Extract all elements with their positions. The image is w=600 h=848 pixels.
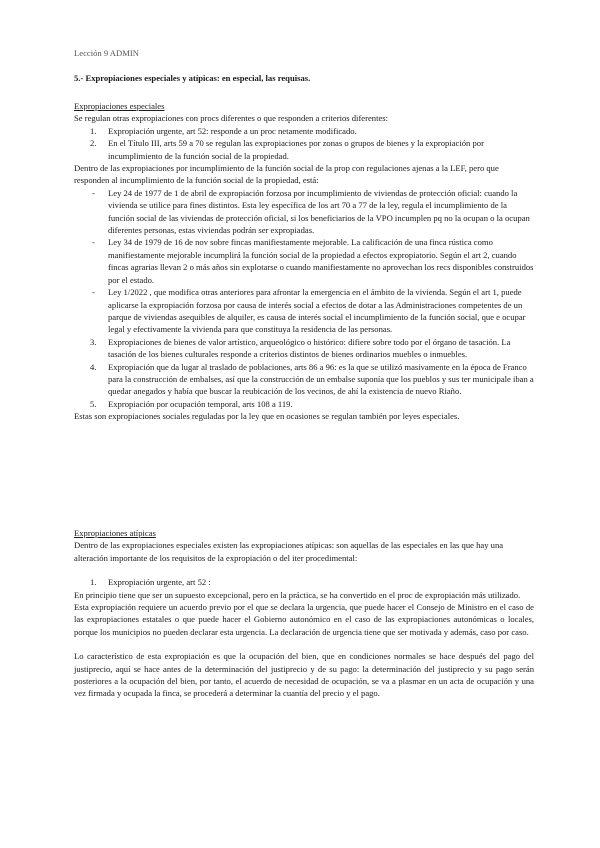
- section-atipicas: [74, 527, 534, 700]
- list-item: 2. En el Título III, arts 59 a 70 se regulan las expropiaciones por zonas o grupos de bienes y la expropiación por incumplimiento de la función social de la propiedad.: [90, 138, 484, 161]
- paragraph: Esta expropiación requiere un acuerdo previo por el que se declara la urgencia, que puede hacer el Consejo de Ministro en el caso de las expropiaciones estatales o que puede hacer el Gobierno autonómico en el caso de las expropiaciones autonómicas o locales, porque los municipios no pueden declarar esta urgencia. La declaración de urgencia tiene que ser motivada y además, caso por caso.: [74, 602, 534, 637]
- paragraph: Lo característico de esta expropiación es que la ocupación del bien, que en condiciones normales se hace después del pago del justiprecio, aquí se hace antes de la determinación del justiprecio y de su pago: la determinación del justiprecio y su pago serán posteriores a la ocupación del bien, por tanto, el acuerdo de necesidad de ocupación, se va a plasmar en un acta de ocupación y una vez firmada y ocupada la finca, se procederá a determinar la cuantía del precio y el pago.: [74, 651, 534, 699]
- section-intro: Dentro de las expropiaciones especiales existen las expropiaciones atípicas: son aquellas de las especiales en las que hay una alteración importante de los requisitos de la expropiación o del iter procedimental:: [74, 540, 504, 563]
- section-intro: Se regulan otras expropiaciones con procs diferentes o que responden a criterios diferentes:: [74, 113, 389, 124]
- list-item: 1. Expropiación urgente, art 52 :: [90, 577, 211, 588]
- numbered-list: [74, 336, 534, 410]
- list-item: - Ley 34 de 1979 de 16 de nov sobre fincas manifiestamente mejorable. La calificación de una finca rústica como manifiestamente mejorable incumplirá la función social de la propiedad a efectos expropiatorio. Según el art 2, cuando fincas agrarias llevan 2 o más años sin explotarse o cuando manifiestamente no aprovechan los recs disponibles construidos por el estado.: [92, 237, 534, 285]
- list-item: 1. Expropiación urgente, art 52: responde a un proc netamente modificado.: [90, 125, 357, 136]
- dash-list: [74, 187, 534, 336]
- list-item: 4. Expropiación que da lugar al traslado de poblaciones, arts 86 a 96: es la que se utilizó masivamente en la época de Franco para la construcción de embalses, así que la construcción de un embalse suponía que los pueblos y sus ter municipale iban a quedar anegados y había que buscar la reubicación de los vecinos, de ahí la existencia de nuevo Riaño.: [90, 361, 534, 397]
- section-title: 5.- Expropiaciones especiales y atípicas: en especial, las requisas.: [74, 73, 311, 83]
- list-item: - Ley 1/2022 , que modifica otras anteriores para afrontar la emergencia en el ámbito de la vivienda. Según el art 1, puede aplicarse la expropiación forzosa por causa de interés social a efectos de dotar a las Administraciones competentes de un parque de viviendas asequibles de alquiler, es causa de interés social el incumplimiento de la función social, que e ocupar legal y efectivamente la vivienda para que constituya la residencia de las personas.: [92, 287, 526, 335]
- list-item: 3. Expropiaciones de bienes de valor artístico, arqueológico o histórico: difiere sobre todo por el órgano de tasación. La tasación de los bienes culturales responde a criterios distintos de bienes ordinarios muebles o inmuebles.: [90, 336, 511, 360]
- paragraph: Dentro de las expropiaciones por incumplimiento de la función social de la prop con regulaciones ajenas a la LEF, pero que responden al incumplimiento de la función social de la propiedad, está:: [74, 163, 499, 186]
- numbered-list: [74, 576, 534, 588]
- document-header: Lección 9 ADMIN: [74, 48, 139, 58]
- list-item: - Ley 24 de 1977 de 1 de abril de expropiación forzosa por incumplimiento de viviendas de protección oficial: cuando la vivienda se utilice para fines distintos. Esta ley específica de los art 70 a 77 de la ley, regula el incumplimiento de la función social de las viviendas de protección oficial, si los beneficiarios de la VPO incumplen pq no la ocupan o la ocupan diferentes personas, estas viviendas podrán ser expropiadas.: [92, 187, 530, 236]
- closing-paragraph: Estas son expropiaciones sociales reguladas por la ley que en ocasiones se regulan también por leyes especiales.: [74, 411, 460, 422]
- section-heading: Expropiaciones atípicas: [74, 528, 156, 538]
- numbered-list: [74, 125, 534, 162]
- section-especiales: [74, 100, 534, 423]
- section-heading: Expropiaciones especiales: [74, 101, 165, 111]
- paragraph: En principio tiene que ser un supuesto excepcional, pero en la práctica, se ha convertido en el proc de expropiación más utilizado.: [74, 589, 521, 600]
- list-item: 5. Expropiación por ocupación temporal, arts 108 a 119.: [90, 398, 293, 409]
